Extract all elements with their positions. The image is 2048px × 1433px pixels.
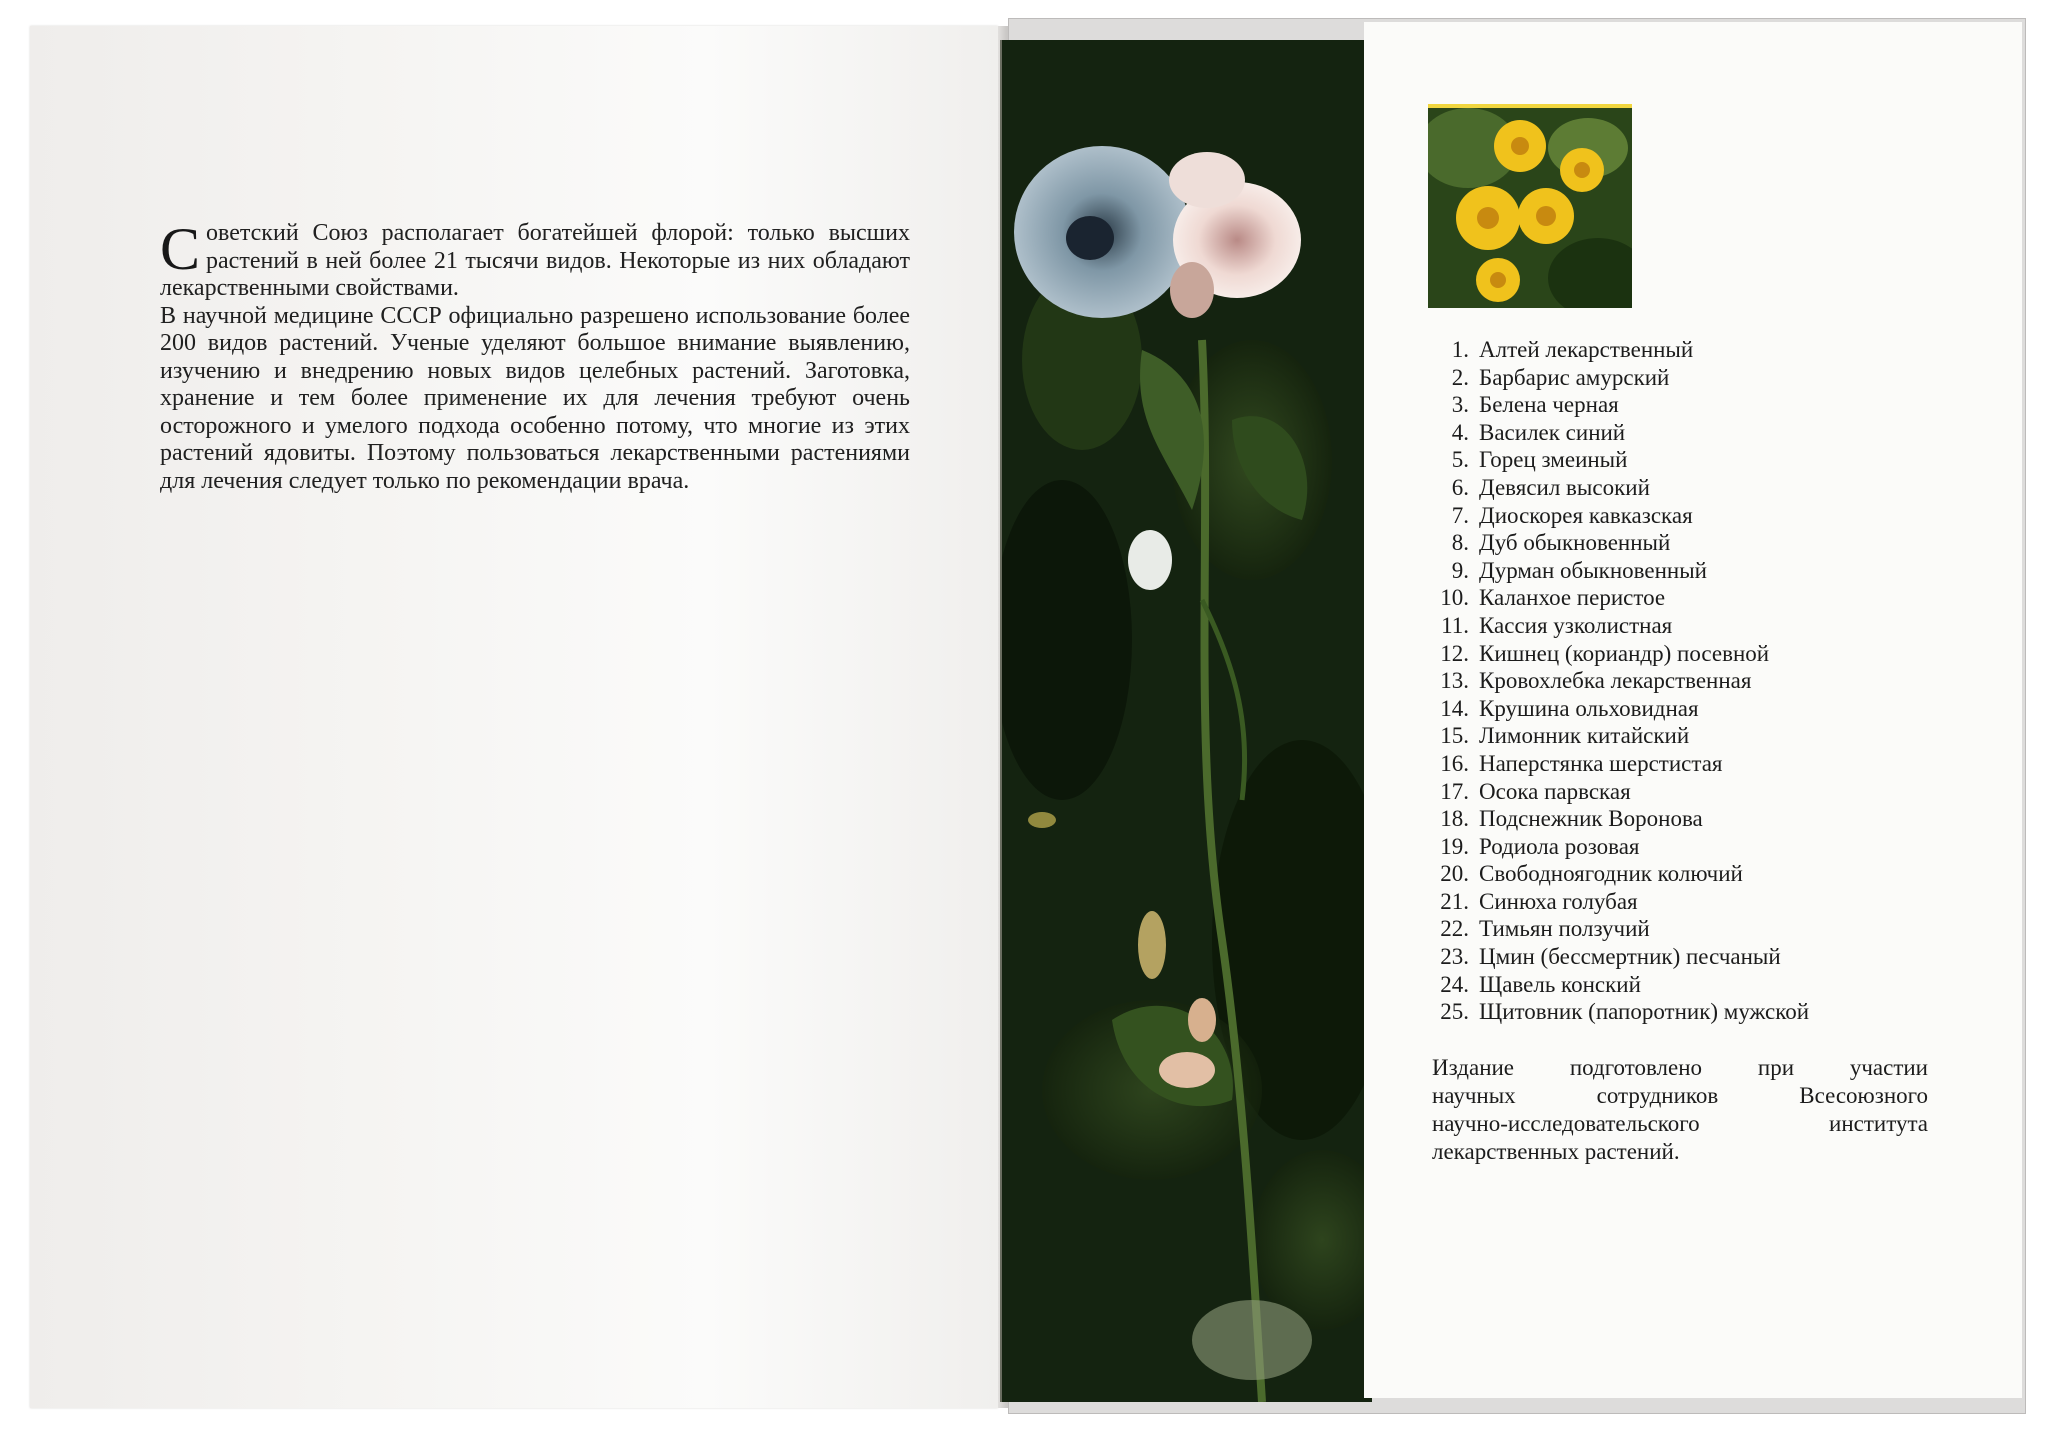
plant-number: 21. [1440, 888, 1469, 914]
plant-name: Родиола розовая [1479, 833, 1640, 859]
plant-name: Белена черная [1479, 392, 1619, 418]
list-item [1430, 722, 1809, 750]
list-item [1430, 557, 1809, 585]
plant-number: 3. [1451, 392, 1469, 418]
plant-number: 25. [1440, 999, 1469, 1025]
list-item [1430, 419, 1809, 447]
mallow-photo-illustration [1002, 40, 1372, 1402]
mallow-flower-photo [1000, 40, 1372, 1402]
intro-paragraph-1 [160, 216, 910, 303]
plant-number: 12. [1440, 640, 1469, 666]
plant-number: 11. [1441, 612, 1469, 638]
list-item [1430, 446, 1809, 474]
list-item [1430, 391, 1809, 419]
intro-paragraph-2: В научной медицине СССР официально разрешено использование более 200 видов растений. Ученые уделяют большое внимание выявлению, изучению и внедрению новых видов целебных растений. Заготовка, хранение и тем более применение их для лечения требуют очень осторожного и умелого подхода особенно потому, что многие из этих растений ядовиты. Поэтому пользоваться лекарственными растениями для лечения следует только по рекомендации врача. [160, 302, 910, 494]
plant-number: 15. [1440, 723, 1469, 749]
plant-number: 13. [1440, 668, 1469, 694]
list-item [1430, 667, 1809, 695]
edition-note [1432, 1054, 1928, 1166]
plant-name: Барбарис амурский [1479, 364, 1670, 390]
plant-name: Тимьян ползучий [1479, 916, 1650, 942]
edition-note-line: научных сотрудников Всесоюзного [1432, 1083, 1928, 1108]
plant-name: Синюха голубая [1479, 888, 1638, 914]
list-item [1430, 502, 1809, 530]
edition-note-line: лекарственных растений. [1432, 1139, 1680, 1164]
plant-number: 10. [1440, 585, 1469, 611]
plant-number: 4. [1451, 419, 1469, 445]
plant-number: 8. [1451, 530, 1469, 556]
plant-number: 24. [1440, 971, 1469, 997]
list-item [1430, 750, 1809, 778]
plant-name: Крушина ольховидная [1479, 695, 1699, 721]
edition-note-line: научно-исследовательского института [1432, 1111, 1928, 1136]
plant-name: Дурман обыкновенный [1479, 557, 1707, 583]
plant-name: Подснежник Воронова [1479, 806, 1703, 832]
plant-number: 14. [1440, 695, 1469, 721]
list-item [1430, 888, 1809, 916]
elecampane-thumbnail-photo [1428, 104, 1632, 308]
intro-text [160, 216, 910, 495]
list-item [1430, 529, 1809, 557]
edition-note-line: Издание подготовлено при участии [1432, 1055, 1928, 1080]
plant-number: 17. [1440, 778, 1469, 804]
plant-name: Осока парвская [1479, 778, 1631, 804]
drop-cap: С [160, 216, 201, 282]
plant-number: 9. [1451, 557, 1469, 583]
plant-list [1430, 336, 1809, 1026]
plant-number: 18. [1440, 806, 1469, 832]
list-item [1430, 584, 1809, 612]
plant-name: Свободноягодник колючий [1479, 861, 1743, 887]
plant-name: Девясил высокий [1479, 474, 1650, 500]
list-item [1430, 778, 1809, 806]
plant-name: Цмин (бессмертник) песчаный [1479, 944, 1781, 970]
list-item [1430, 998, 1809, 1026]
plant-number: 20. [1440, 861, 1469, 887]
list-item [1430, 833, 1809, 861]
elecampane-flowers-illustration [1428, 108, 1632, 308]
list-item [1430, 860, 1809, 888]
plant-number: 22. [1440, 916, 1469, 942]
intro-paragraph-1-text: оветский Союз располагает богатейшей флорой: только высших растений в ней более 21 тысячи видов. Некоторые из них обладают лекарственными свойствами. [160, 220, 910, 301]
plant-number: 6. [1451, 474, 1469, 500]
plant-name: Щитовник (папоротник) мужской [1479, 999, 1810, 1025]
plant-name: Наперстянка шерстистая [1479, 750, 1723, 776]
list-item [1430, 364, 1809, 392]
plant-number: 19. [1440, 833, 1469, 859]
list-item [1430, 695, 1809, 723]
list-item [1430, 915, 1809, 943]
list-item [1430, 640, 1809, 668]
list-item [1430, 943, 1809, 971]
plant-name: Горец змеиный [1479, 447, 1628, 473]
plant-name: Алтей лекарственный [1479, 337, 1694, 362]
list-item [1430, 474, 1809, 502]
plant-number: 1. [1451, 337, 1469, 362]
plant-name: Каланхое перистое [1479, 585, 1666, 611]
plant-number: 5. [1451, 447, 1469, 473]
plant-name: Василек синий [1479, 419, 1626, 445]
plant-number: 23. [1440, 944, 1469, 970]
plant-name: Дуб обыкновенный [1479, 530, 1671, 556]
plant-number: 2. [1451, 364, 1469, 390]
plant-name: Кишнец (кориандр) посевной [1479, 640, 1770, 666]
plant-name: Щавель конский [1479, 971, 1641, 997]
list-item [1430, 971, 1809, 999]
list-item [1430, 612, 1809, 640]
plant-name: Диоскорея кавказская [1479, 502, 1693, 528]
plant-name: Кассия узколистная [1479, 612, 1673, 638]
plant-name: Лимонник китайский [1479, 723, 1690, 749]
plant-name: Кровохлебка лекарственная [1479, 668, 1752, 694]
plant-number: 16. [1440, 750, 1469, 776]
list-item [1430, 336, 1809, 364]
plant-number: 7. [1451, 502, 1469, 528]
list-item [1430, 805, 1809, 833]
